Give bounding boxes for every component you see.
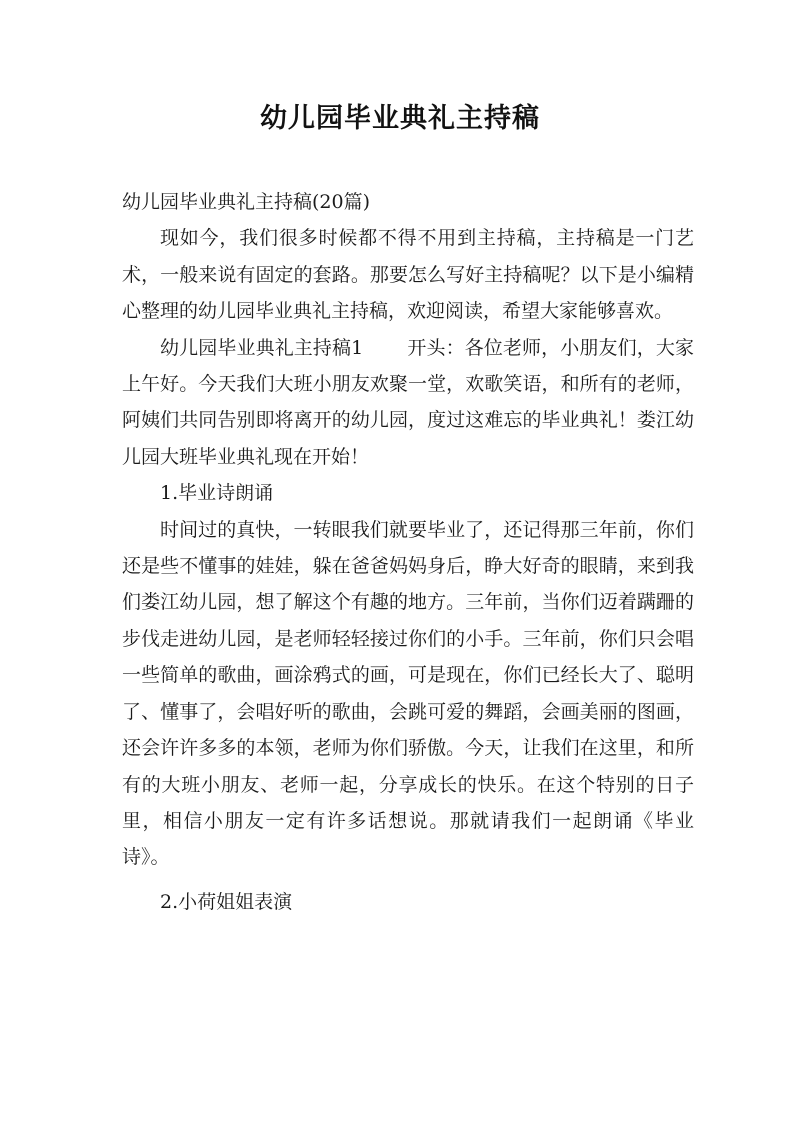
item1-paragraph: 时间过的真快，一转眼我们就要毕业了，还记得那三年前，你们还是些不懂事的娃娃，躲在爸爸妈妈身后，睁大好奇的眼睛，来到我们娄江幼儿园，想了解这个有趣的地方。三年前，当你们迈着蹒跚的步伐走进幼儿园，是老师轻轻接过你们的小手。三年前，你们只会唱一些简单的歌曲，画涂鸦式的画，可是现在，你们已经长大了、聪明了、懂事了，会唱好听的歌曲，会跳可爱的舞蹈，会画美丽的图画，还会许许多多的本领，老师为你们骄傲。今天，让我们在这里，和所有的大班小朋友、老师一起，分享成长的快乐。在这个特别的日子里，相信小朋友一定有许多话想说。那就请我们一起朗诵《毕业诗》。	[122, 518, 694, 869]
item1-heading: 1.毕业诗朗诵	[160, 482, 274, 505]
section1-opening: 开头：各位老师，小朋友们，大家上午好。今天我们大班小朋友欢聚一堂，欢歌笑语，和所有的老师，阿姨们共同告别即将离开的幼儿园，度过这难忘的毕业典礼！娄江幼儿园大班毕业典礼现在开始！	[122, 336, 694, 468]
intro-paragraph: 现如今，我们很多时候都不得不用到主持稿，主持稿是一门艺术，一般来说有固定的套路。那要怎么写好主持稿呢？以下是小编精心整理的幼儿园毕业典礼主持稿，欢迎阅读，希望大家能够喜欢。	[122, 227, 694, 323]
document-body	[122, 184, 694, 920]
document-subtitle: 幼儿园毕业典礼主持稿(20篇)	[122, 191, 371, 213]
section1-title: 幼儿园毕业典礼主持稿1	[160, 336, 364, 359]
section1-paragraph	[122, 330, 694, 476]
document-title: 幼儿园毕业典礼主持稿	[260, 103, 540, 134]
item2-heading: 2.小荷姐姐表演	[160, 890, 293, 913]
